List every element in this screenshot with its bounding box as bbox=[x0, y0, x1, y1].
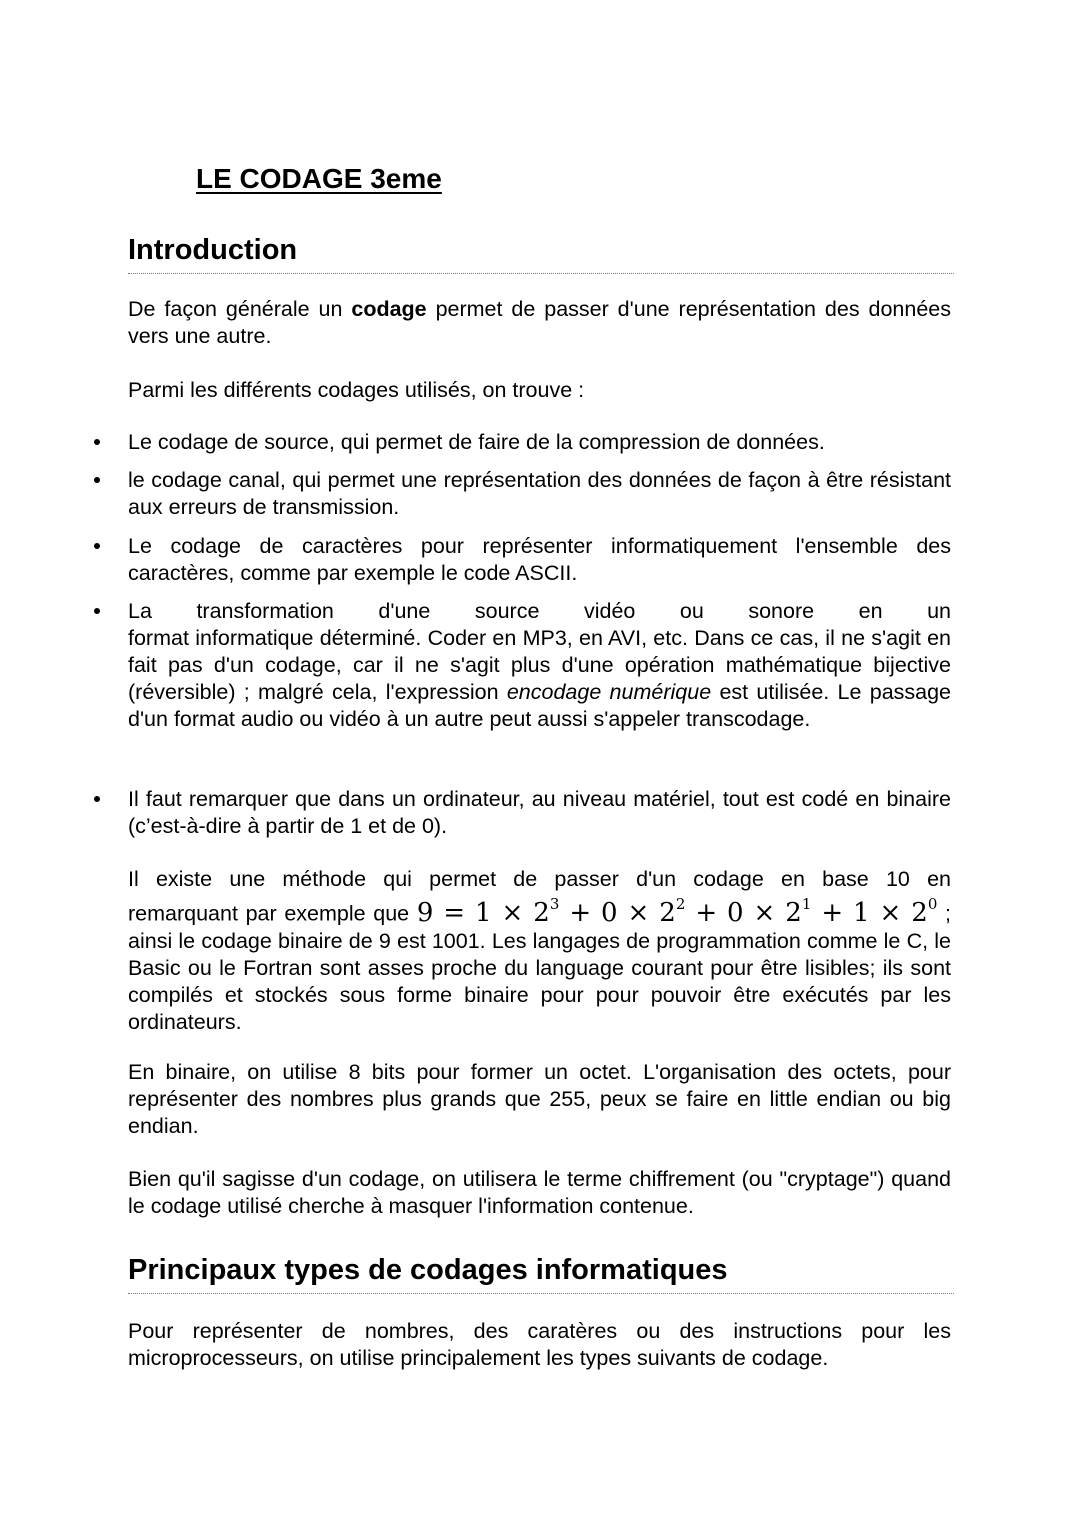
section-heading-introduction: Introduction bbox=[128, 233, 954, 274]
bullet-marker bbox=[94, 533, 104, 543]
types-paragraph-1: Pour représenter de nombres, des caratères ou des instructions pour les microprocesseurs, on utilise principalement les types suivants de codage. bbox=[128, 1319, 951, 1370]
intro-paragraph-octets: En binaire, on utilise 8 bits pour former un octet. L'organisation des octets, pour représenter des nombres plus grands que 255, peux se faire en little endian ou big endian. bbox=[128, 1060, 951, 1138]
formula-term-3: + 0 × 2 bbox=[685, 897, 802, 928]
bullet4-rest bbox=[128, 625, 951, 733]
bullet-item-transformation bbox=[128, 598, 951, 733]
bullet-item-source-coding: Le codage de source, qui permet de faire de la compression de données. bbox=[128, 430, 825, 454]
bullet-item-character-coding: Le codage de caractères pour représenter informatiquement l'ensemble des caractères, comme par exemple le code ASCII. bbox=[128, 534, 951, 585]
bullet-item-binary-hardware: Il faut remarquer que dans un ordinateur, au niveau matériel, tout est codé en binaire (c’est-à-dire à partir de 1 et de 0). bbox=[128, 787, 951, 838]
base10-first-line: Il existe une méthode qui permet de passer d'un codage en base 10 en bbox=[128, 867, 951, 891]
bullet-marker bbox=[94, 598, 104, 608]
bullet-marker bbox=[94, 429, 104, 439]
base10-rest bbox=[128, 893, 951, 1036]
intro-paragraph-1 bbox=[128, 296, 951, 350]
base10-text-before-formula: remarquant par exemple que bbox=[128, 901, 410, 926]
formula-exponent-2: 2 bbox=[675, 895, 686, 913]
bullet4-text-after-italic: est utilisée. Le passage d'un format audio ou vidéo à un autre peut aussi s'appeler transcodage. bbox=[128, 680, 952, 731]
intro-paragraph-base10 bbox=[128, 866, 951, 1036]
binary-expansion-formula bbox=[416, 895, 938, 928]
formula-exponent-1: 3 bbox=[549, 895, 560, 913]
bullet4-text-before-italic: format informatique déterminé. Coder en MP3, en AVI, etc. Dans ce cas, il ne s'agit en fait pas d'un codage, car il ne s'agit plus d'une opération mathématique bijective (réversible) ; malgré cela, l'expression bbox=[128, 626, 951, 704]
formula-term-2: + 0 × 2 bbox=[559, 897, 676, 928]
intro-paragraph-cryptage: Bien qu'il sagisse d'un codage, on utilisera le terme chiffrement (ou "cryptage") quand le codage utilisé cherche à masquer l'information contenue. bbox=[128, 1167, 951, 1218]
base10-text-after-formula: ; ainsi le codage binaire de 9 est 1001. Les langages de programmation comme le C, le Basic ou le Fortran sont asses proche du language courant pour être lisibles; ils sont compilés et stockés sous forme binaire pour pour pouvoir être exécutés par les ordinateurs. bbox=[128, 901, 952, 1034]
formula-lhs: 9 = bbox=[416, 897, 476, 928]
formula-exponent-4: 0 bbox=[927, 895, 938, 913]
intro-p1-text-after: permet de passer d'une représentation des données vers une autre. bbox=[128, 297, 951, 348]
intro-paragraph-2: Parmi les différents codages utilisés, on trouve : bbox=[128, 378, 585, 402]
intro-p1-text-before: De façon générale un bbox=[128, 297, 343, 321]
bullet4-first-line: La transformation d'une source vidéo ou sonore en un bbox=[128, 599, 951, 623]
bullet-marker bbox=[94, 467, 104, 477]
bullet-item-channel-coding: le codage canal, qui permet une représentation des données de façon à être résistant aux erreurs de transmission. bbox=[128, 468, 951, 519]
document-title: LE CODAGE 3eme bbox=[196, 163, 442, 194]
formula-term-1: 1 × 2 bbox=[475, 897, 550, 928]
bullet4-italic-term: encodage numérique bbox=[506, 680, 712, 704]
section-heading-types: Principaux types de codages informatiques bbox=[128, 1253, 954, 1294]
intro-p1-bold-term: codage bbox=[351, 297, 427, 321]
formula-term-4: + 1 × 2 bbox=[811, 897, 928, 928]
bullet-marker bbox=[94, 786, 104, 796]
formula-exponent-3: 1 bbox=[801, 895, 812, 913]
